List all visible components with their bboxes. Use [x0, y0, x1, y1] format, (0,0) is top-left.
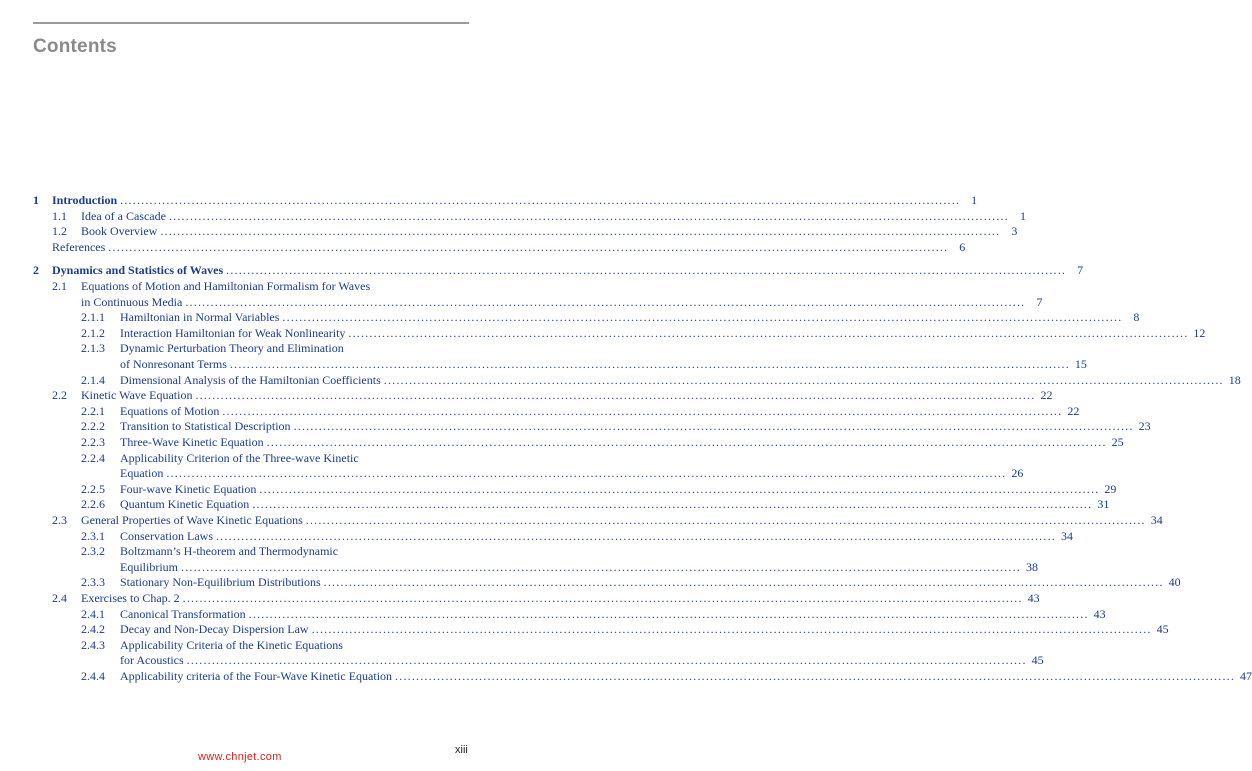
toc-entry[interactable] — [0, 418, 1151, 434]
toc-entry-page: 47 — [1240, 669, 1252, 683]
toc-entry-number: 2.1.4 — [81, 372, 105, 387]
toc-leader-dots: ........................................................................................................................................................................................................ — [293, 419, 1134, 434]
toc-entry[interactable] — [0, 340, 502, 356]
toc-entry-title: Idea of a Cascade — [81, 208, 166, 223]
toc-entry-title: Introduction — [52, 193, 118, 207]
toc-entry[interactable] — [0, 356, 1087, 372]
toc-entry[interactable] — [0, 637, 502, 653]
toc-entry-title: Interaction Hamiltonian for Weak Nonlinearity — [120, 325, 346, 340]
toc-entry[interactable] — [0, 278, 502, 294]
toc-entry[interactable] — [0, 668, 1252, 684]
toc-entry-title: for Acoustics — [120, 653, 184, 668]
toc-entry[interactable] — [0, 372, 1241, 388]
toc-entry-page: 7 — [1036, 294, 1043, 309]
toc-entry-title: Transition to Statistical Description — [120, 419, 291, 434]
toc-entry-number: 2.4.4 — [81, 669, 105, 683]
toc-leader-dots: ........................................................................................................................................................................................................ — [248, 606, 1089, 621]
toc-entry-title: Dynamics and Statistics of Waves — [52, 263, 224, 278]
toc-entry[interactable] — [0, 574, 1181, 590]
toc-leader-dots: ........................................................................................................................................................................................................ — [185, 294, 1026, 309]
toc-entry-page: 6 — [959, 239, 966, 254]
toc-entry-title: Dynamic Perturbation Theory and Elimination — [120, 341, 344, 356]
toc-entry-title: Four-wave Kinetic Equation — [120, 481, 257, 496]
toc-entry-page: 23 — [1138, 419, 1151, 434]
toc-leader-dots: ........................................................................................................................................................................................................ — [166, 466, 1007, 481]
toc-entry-number: 2.3.3 — [81, 575, 105, 590]
toc-entry-title: Equations of Motion and Hamiltonian Formalism for Waves — [81, 279, 371, 293]
toc-entry-number: 1.1 — [52, 208, 67, 223]
toc-entry-page: 1 — [1019, 208, 1026, 223]
toc-leader-dots: ........................................................................................................................................................................................................ — [323, 575, 1164, 590]
toc-entry[interactable] — [0, 403, 1080, 419]
toc-entry[interactable] — [0, 434, 1124, 450]
toc-leader-dots: ........................................................................................................................................................................................................ — [195, 388, 1036, 403]
toc-leader-dots: ........................................................................................................................................................................................................ — [168, 208, 1009, 223]
toc-leader-dots: ........................................................................................................................................................................................................ — [259, 481, 1100, 496]
toc-leader-dots: ........................................................................................................................................................................................................ — [182, 591, 1023, 605]
toc-entry-page: 22 — [1040, 388, 1053, 403]
toc-entry-number: 2.2.5 — [81, 481, 105, 496]
toc-entry-title: Kinetic Wave Equation — [81, 388, 193, 403]
toc-entry-title: Applicability criteria of the Four-Wave Kinetic Equation — [120, 669, 393, 683]
toc-leader-dots: ........................................................................................................................................................................................................ — [186, 653, 1027, 668]
toc-leader-dots: ........................................................................................................................................................................................................ — [160, 224, 1001, 239]
toc-leader-dots: ........................................................................................................................................................................................................ — [383, 372, 1224, 387]
toc-entry-page: 25 — [1111, 435, 1124, 449]
toc-entry-page: 18 — [1228, 372, 1241, 387]
toc-entry-title: Decay and Non-Decay Dispersion Law — [120, 622, 309, 637]
toc-entry-title: Canonical Transformation — [120, 606, 246, 621]
toc-entry-page: 34 — [1060, 528, 1073, 543]
toc-entry-number: 2 — [33, 263, 39, 278]
toc-entry-number: 2.2.2 — [81, 419, 105, 434]
toc-entry-page: 43 — [1093, 606, 1106, 621]
toc-entry-number: 2.4 — [52, 591, 67, 605]
toc-entry-title: Applicability Criterion of the Three-wave Kinetic — [120, 450, 359, 465]
toc-entry-page: 8 — [1133, 310, 1140, 325]
toc-entry-number: 2.2.6 — [81, 497, 105, 512]
toc-entry-number: 2.3 — [52, 513, 67, 527]
toc-entry-page: 29 — [1104, 481, 1117, 496]
toc-entry-page: 3 — [1011, 224, 1018, 239]
toc-entry-title: General Properties of Wave Kinetic Equations — [81, 513, 303, 527]
toc-leader-dots: ........................................................................................................................................................................................................ — [229, 357, 1070, 371]
toc-entry-title: Equations of Motion — [120, 403, 220, 418]
toc-entry-page: 15 — [1074, 357, 1087, 371]
toc-entry-title: Equilibrium — [120, 559, 178, 574]
toc-entry-number: 2.1.2 — [81, 325, 105, 340]
toc-entry-number: 2.2.3 — [81, 435, 105, 449]
toc-entry-number: 2.3.1 — [81, 528, 105, 543]
toc-entry[interactable] — [0, 325, 1206, 341]
toc-entry[interactable] — [0, 481, 1117, 497]
toc-entry-title: Dimensional Analysis of the Hamiltonian Coefficients — [120, 372, 381, 387]
toc-entry-title: of Nonresonant Terms — [120, 357, 227, 371]
page-number: xiii — [455, 744, 468, 756]
toc-leader-dots: ........................................................................................................................................................................................................ — [120, 193, 961, 207]
toc-entry-page: 43 — [1027, 591, 1040, 605]
toc-entry-page: 45 — [1031, 653, 1044, 668]
toc-entry-number: 2.2 — [52, 388, 67, 403]
toc-entry-page: 26 — [1011, 466, 1024, 481]
toc-entry-page: 40 — [1168, 575, 1181, 590]
toc-entry-page: 34 — [1150, 513, 1163, 527]
toc-entry-title: Stationary Non-Equilibrium Distributions — [120, 575, 321, 590]
toc-leader-dots: ........................................................................................................................................................................................................ — [305, 513, 1146, 527]
toc-entry-title: Hamiltonian in Normal Variables — [120, 310, 280, 325]
toc-entry[interactable] — [0, 294, 1043, 310]
toc-entry[interactable] — [0, 309, 1140, 325]
toc-entry-number: 2.2.4 — [81, 450, 105, 465]
toc-entry-title: Book Overview — [81, 224, 158, 239]
toc-leader-dots: ........................................................................................................................................................................................................ — [108, 239, 949, 254]
toc-leader-dots: ........................................................................................................................................................................................................ — [266, 435, 1107, 449]
toc-entry-title: Conservation Laws — [120, 528, 213, 543]
toc-entry[interactable] — [0, 496, 1110, 512]
toc-entry-page: 12 — [1193, 325, 1206, 340]
toc-entry-title: Applicability Criteria of the Kinetic Equations — [120, 637, 343, 652]
toc-entry-title: in Continuous Media — [81, 294, 183, 309]
toc-entry[interactable] — [0, 559, 1038, 575]
toc-entry[interactable] — [0, 223, 1018, 239]
toc-leader-dots: ........................................................................................................................................................................................................ — [222, 403, 1063, 418]
toc-entry-page: 38 — [1026, 559, 1038, 574]
toc-entry[interactable] — [0, 512, 1163, 528]
toc-entry[interactable] — [0, 262, 1084, 278]
top-rule — [33, 22, 469, 24]
toc-entry-title: References — [52, 239, 106, 254]
toc-entry[interactable] — [0, 450, 502, 466]
toc-entry[interactable] — [0, 621, 1169, 637]
toc-entry[interactable] — [0, 652, 1044, 668]
toc-leader-dots: ........................................................................................................................................................................................................ — [226, 263, 1067, 278]
toc-leader-dots: ........................................................................................................................................................................................................ — [215, 528, 1056, 543]
toc-entry-page: 45 — [1156, 622, 1169, 637]
watermark: www.chnjet.com — [198, 751, 282, 763]
toc-entry-title: Boltzmann’s H-theorem and Thermodynamic — [120, 544, 339, 559]
toc-entry-number: 2.4.2 — [81, 622, 105, 637]
toc-entry[interactable] — [0, 192, 978, 208]
page-title: Contents — [33, 36, 117, 57]
toc-entry-title: Exercises to Chap. 2 — [81, 591, 180, 605]
toc-entry[interactable] — [0, 606, 1106, 622]
toc-leader-dots: ........................................................................................................................................................................................................ — [311, 622, 1152, 637]
toc-leader-dots: ........................................................................................................................................................................................................ — [282, 310, 1123, 325]
toc-entry-title: Three-Wave Kinetic Equation — [120, 435, 264, 449]
toc-entry-title: Equation — [120, 466, 164, 481]
toc-entry-page: 31 — [1097, 497, 1110, 512]
toc-entry[interactable] — [0, 543, 502, 559]
toc-entry-page: 22 — [1067, 403, 1080, 418]
toc-entry[interactable] — [0, 208, 1026, 224]
toc-entry-number: 2.4.3 — [81, 637, 105, 652]
toc-entry-number: 2.1 — [52, 279, 67, 293]
toc-entry-number: 2.4.1 — [81, 606, 105, 621]
toc-entry-number: 2.3.2 — [81, 544, 105, 559]
toc-leader-dots: ........................................................................................................................................................................................................ — [252, 497, 1093, 512]
toc-entry-number: 2.1.3 — [81, 341, 105, 356]
toc-entry[interactable] — [0, 465, 1024, 481]
toc-entry-number: 1 — [33, 193, 39, 207]
toc-entry-number: 1.2 — [52, 224, 67, 239]
toc-entry[interactable] — [0, 590, 1040, 606]
toc-entry[interactable] — [0, 239, 966, 255]
toc-entry-number: 2.1.1 — [81, 310, 105, 325]
toc-entry-page: 1 — [971, 193, 978, 207]
toc-entry-page: 7 — [1077, 263, 1084, 278]
toc-entry-title: Quantum Kinetic Equation — [120, 497, 250, 512]
toc-entry[interactable] — [0, 387, 1053, 403]
toc-entry[interactable] — [0, 528, 1073, 544]
toc-leader-dots: ........................................................................................................................................................................................................ — [181, 559, 1021, 574]
toc-leader-dots: ........................................................................................................................................................................................................ — [395, 669, 1236, 683]
toc-entry-number: 2.2.1 — [81, 403, 105, 418]
toc-leader-dots: ........................................................................................................................................................................................................ — [348, 325, 1189, 340]
